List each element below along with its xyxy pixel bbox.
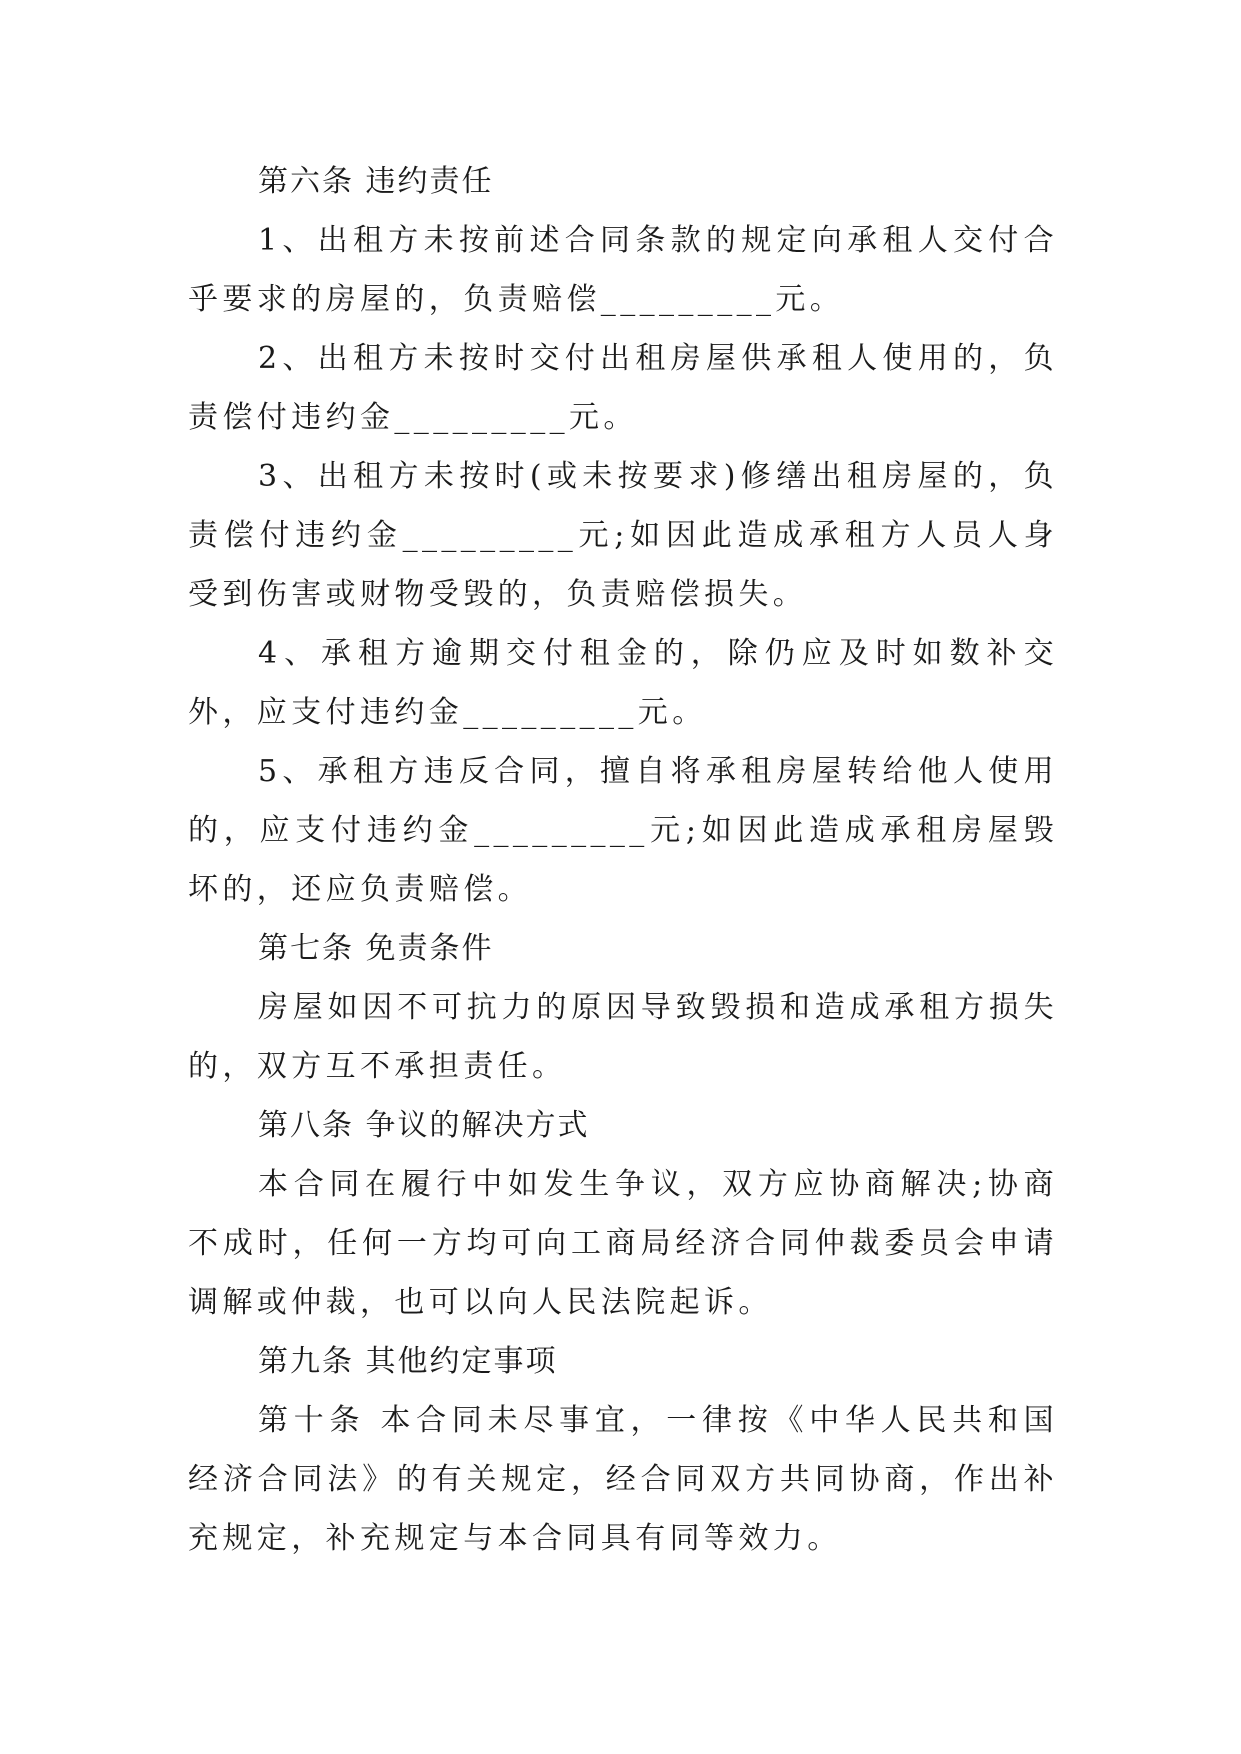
article-6-heading: 第六条 违约责任 <box>258 164 494 199</box>
article-6-clause-5: 5、承租方违反合同，擅自将承租房屋转给他人使用的，应支付违约金_________元;如因此造成承租房屋毁坏的，还应负责赔偿。 <box>188 754 1058 907</box>
article-6-clause-4: 4、承租方逾期交付租金的，除仍应及时如数补交外，应支付违约金_________元。 <box>188 636 1058 730</box>
article-7-text: 房屋如因不可抗力的原因导致毁损和造成承租方损失的，双方互不承担责任。 <box>188 990 1058 1084</box>
article-9-heading: 第九条 其他约定事项 <box>258 1344 558 1379</box>
article-6-clause-1: 1、出租方未按前述合同条款的规定向承租人交付合乎要求的房屋的，负责赔偿_________元。 <box>188 223 1058 317</box>
article-10-text: 第十条 本合同未尽事宜，一律按《中华人民共和国经济合同法》的有关规定，经合同双方共同协商，作出补充规定，补充规定与本合同具有同等效力。 <box>188 1403 1058 1556</box>
document-body <box>188 152 1058 1568</box>
article-7-heading: 第七条 免责条件 <box>258 931 494 966</box>
article-8-text: 本合同在履行中如发生争议，双方应协商解决;协商不成时，任何一方均可向工商局经济合同仲裁委员会申请调解或仲裁，也可以向人民法院起诉。 <box>188 1167 1058 1320</box>
article-6-clause-3: 3、出租方未按时(或未按要求)修缮出租房屋的，负责偿付违约金_________元;如因此造成承租方人员人身受到伤害或财物受毁的，负责赔偿损失。 <box>188 459 1058 612</box>
article-6-clause-2: 2、出租方未按时交付出租房屋供承租人使用的，负责偿付违约金_________元。 <box>188 341 1058 435</box>
article-8-heading: 第八条 争议的解决方式 <box>258 1108 590 1143</box>
